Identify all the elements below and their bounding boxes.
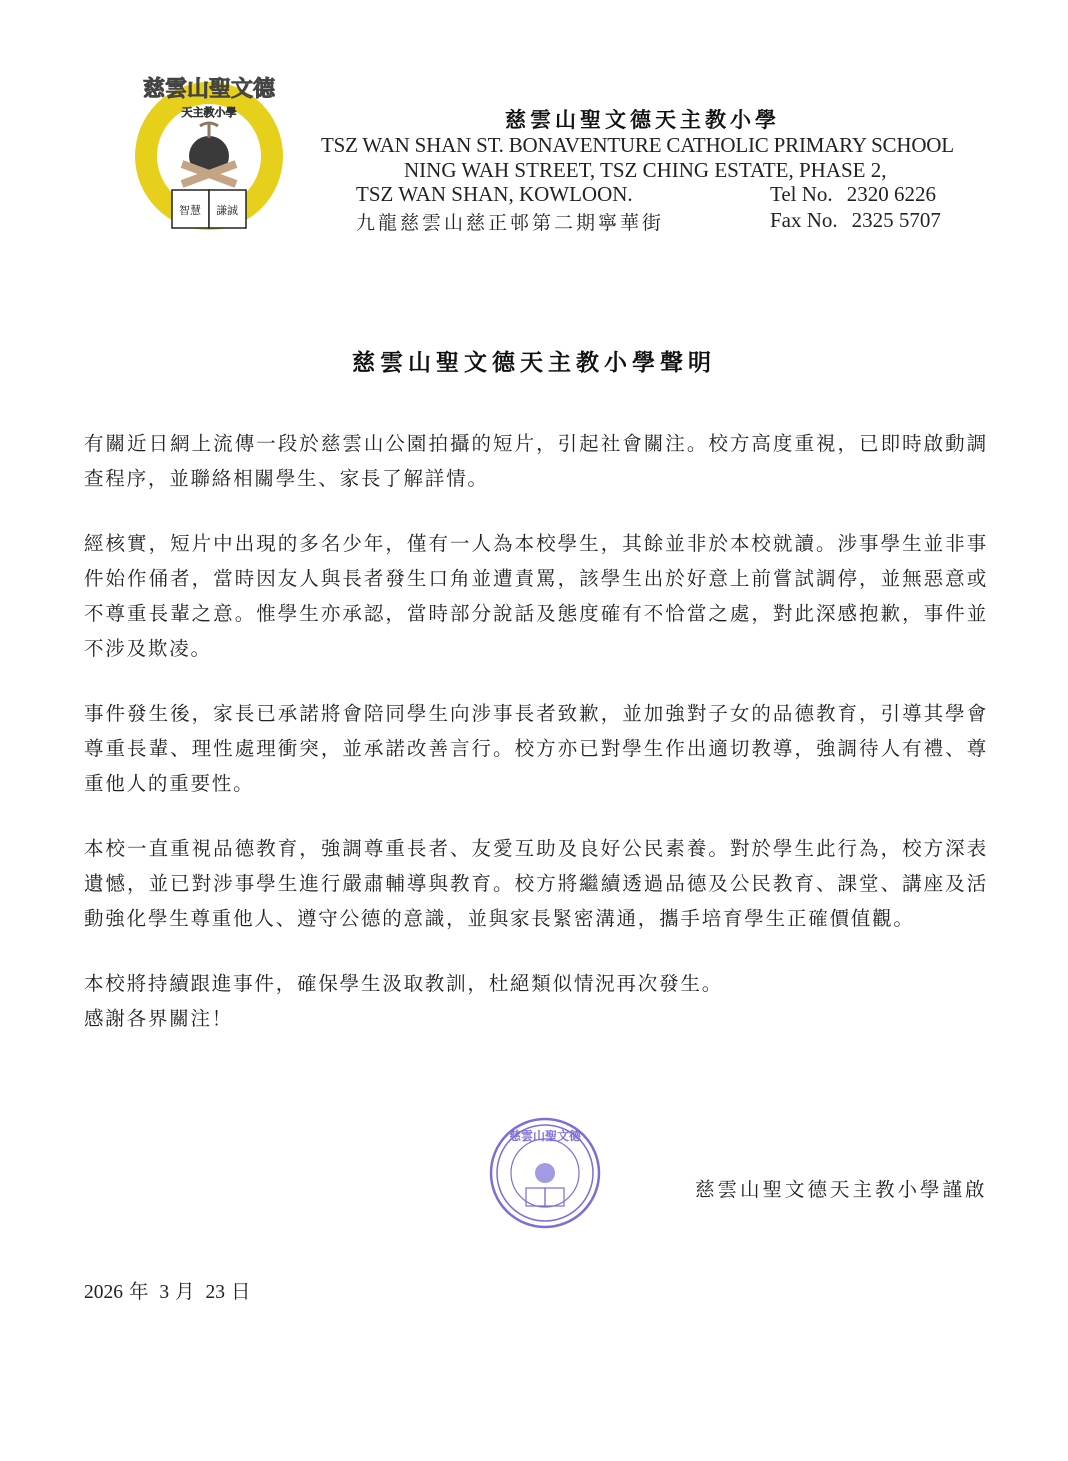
tel-value: 2320 6226 — [846, 182, 936, 206]
crest-inner-text: 天主教小學 — [181, 106, 237, 119]
address-line-2: TSZ WAN SHAN, KOWLOON. — [356, 182, 633, 206]
address-line-1: NING WAH STREET, TSZ CHING ESTATE, PHASE 2, — [404, 158, 887, 182]
statement-body — [84, 426, 988, 1036]
book-right-text: 謙誠 — [216, 204, 238, 217]
address-zh: 九龍慈雲山慈正邨第二期寧華街 — [356, 212, 665, 234]
school-seal-stamp-icon — [488, 1116, 602, 1230]
fax-value: 2325 5707 — [851, 208, 941, 232]
date-month-unit: 月 — [175, 1282, 195, 1303]
crest-ring-text: 慈雲山聖文德 — [142, 76, 276, 102]
document-date — [84, 1276, 257, 1304]
date-day: 23 — [205, 1282, 226, 1303]
school-name-en: TSZ WAN SHAN ST. BONAVENTURE CATHOLIC PRIMARY SCHOOL — [321, 133, 954, 157]
paragraph: 有關近日網上流傳一段於慈雲山公園拍攝的短片，引起社會關注。校方高度重視，已即時啟動調查程序，並聯絡相關學生、家長了解詳情。 — [84, 432, 988, 490]
paragraph: 本校將持續跟進事件，確保學生汲取教訓，杜絕類似情況再次發生。 — [84, 972, 724, 995]
school-crest-logo — [126, 64, 292, 244]
book-left-text: 智慧 — [179, 204, 201, 217]
fax-label: Fax No. — [770, 208, 838, 232]
date-year: 2026 — [84, 1282, 123, 1303]
date-month: 3 — [159, 1282, 170, 1303]
date-day-unit: 日 — [231, 1282, 251, 1303]
tel-number — [770, 182, 936, 207]
date-year-unit: 年 — [129, 1282, 149, 1303]
signoff: 慈雲山聖文德天主教小學謹啟 — [695, 1178, 988, 1201]
seal-ring-text: 慈雲山聖文德 — [508, 1129, 582, 1143]
paragraph: 經核實，短片中出現的多名少年，僅有一人為本校學生，其餘並非於本校就讀。涉事學生並非事件始作俑者，當時因友人與長者發生口角並遭責罵，該學生出於好意上前嘗試調停，並無惡意或不尊重長輩之意。惟學生亦承認，當時部分說話及態度確有不恰當之處，對此深感抱歉，事件並不涉及欺凌。 — [84, 532, 988, 660]
tel-label: Tel No. — [770, 182, 833, 206]
paragraph: 事件發生後，家長已承諾將會陪同學生向涉事長者致歉，並加強對子女的品德教育，引導其學會尊重長輩、理性處理衝突，並承諾改善言行。校方亦已對學生作出適切教導，強調待人有禮、尊重他人的重要性。 — [84, 702, 988, 795]
fax-number — [770, 208, 941, 233]
paragraph: 本校一直重視品德教育，強調尊重長者、友愛互助及良好公民素養。對於學生此行為，校方深表遺憾，並已對涉事學生進行嚴肅輔導與教育。校方將繼續透過品德及公民教育、課堂、講座及活動強化學生尊重他人、遵守公德的意識，並與家長緊密溝通，攜手培育學生正確價值觀。 — [84, 837, 988, 930]
document-title: 慈雲山聖文德天主教小學聲明 — [352, 349, 716, 376]
closing-thanks: 感謝各界關注！ — [84, 1007, 234, 1030]
school-name-zh: 慈雲山聖文德天主教小學 — [505, 107, 780, 132]
